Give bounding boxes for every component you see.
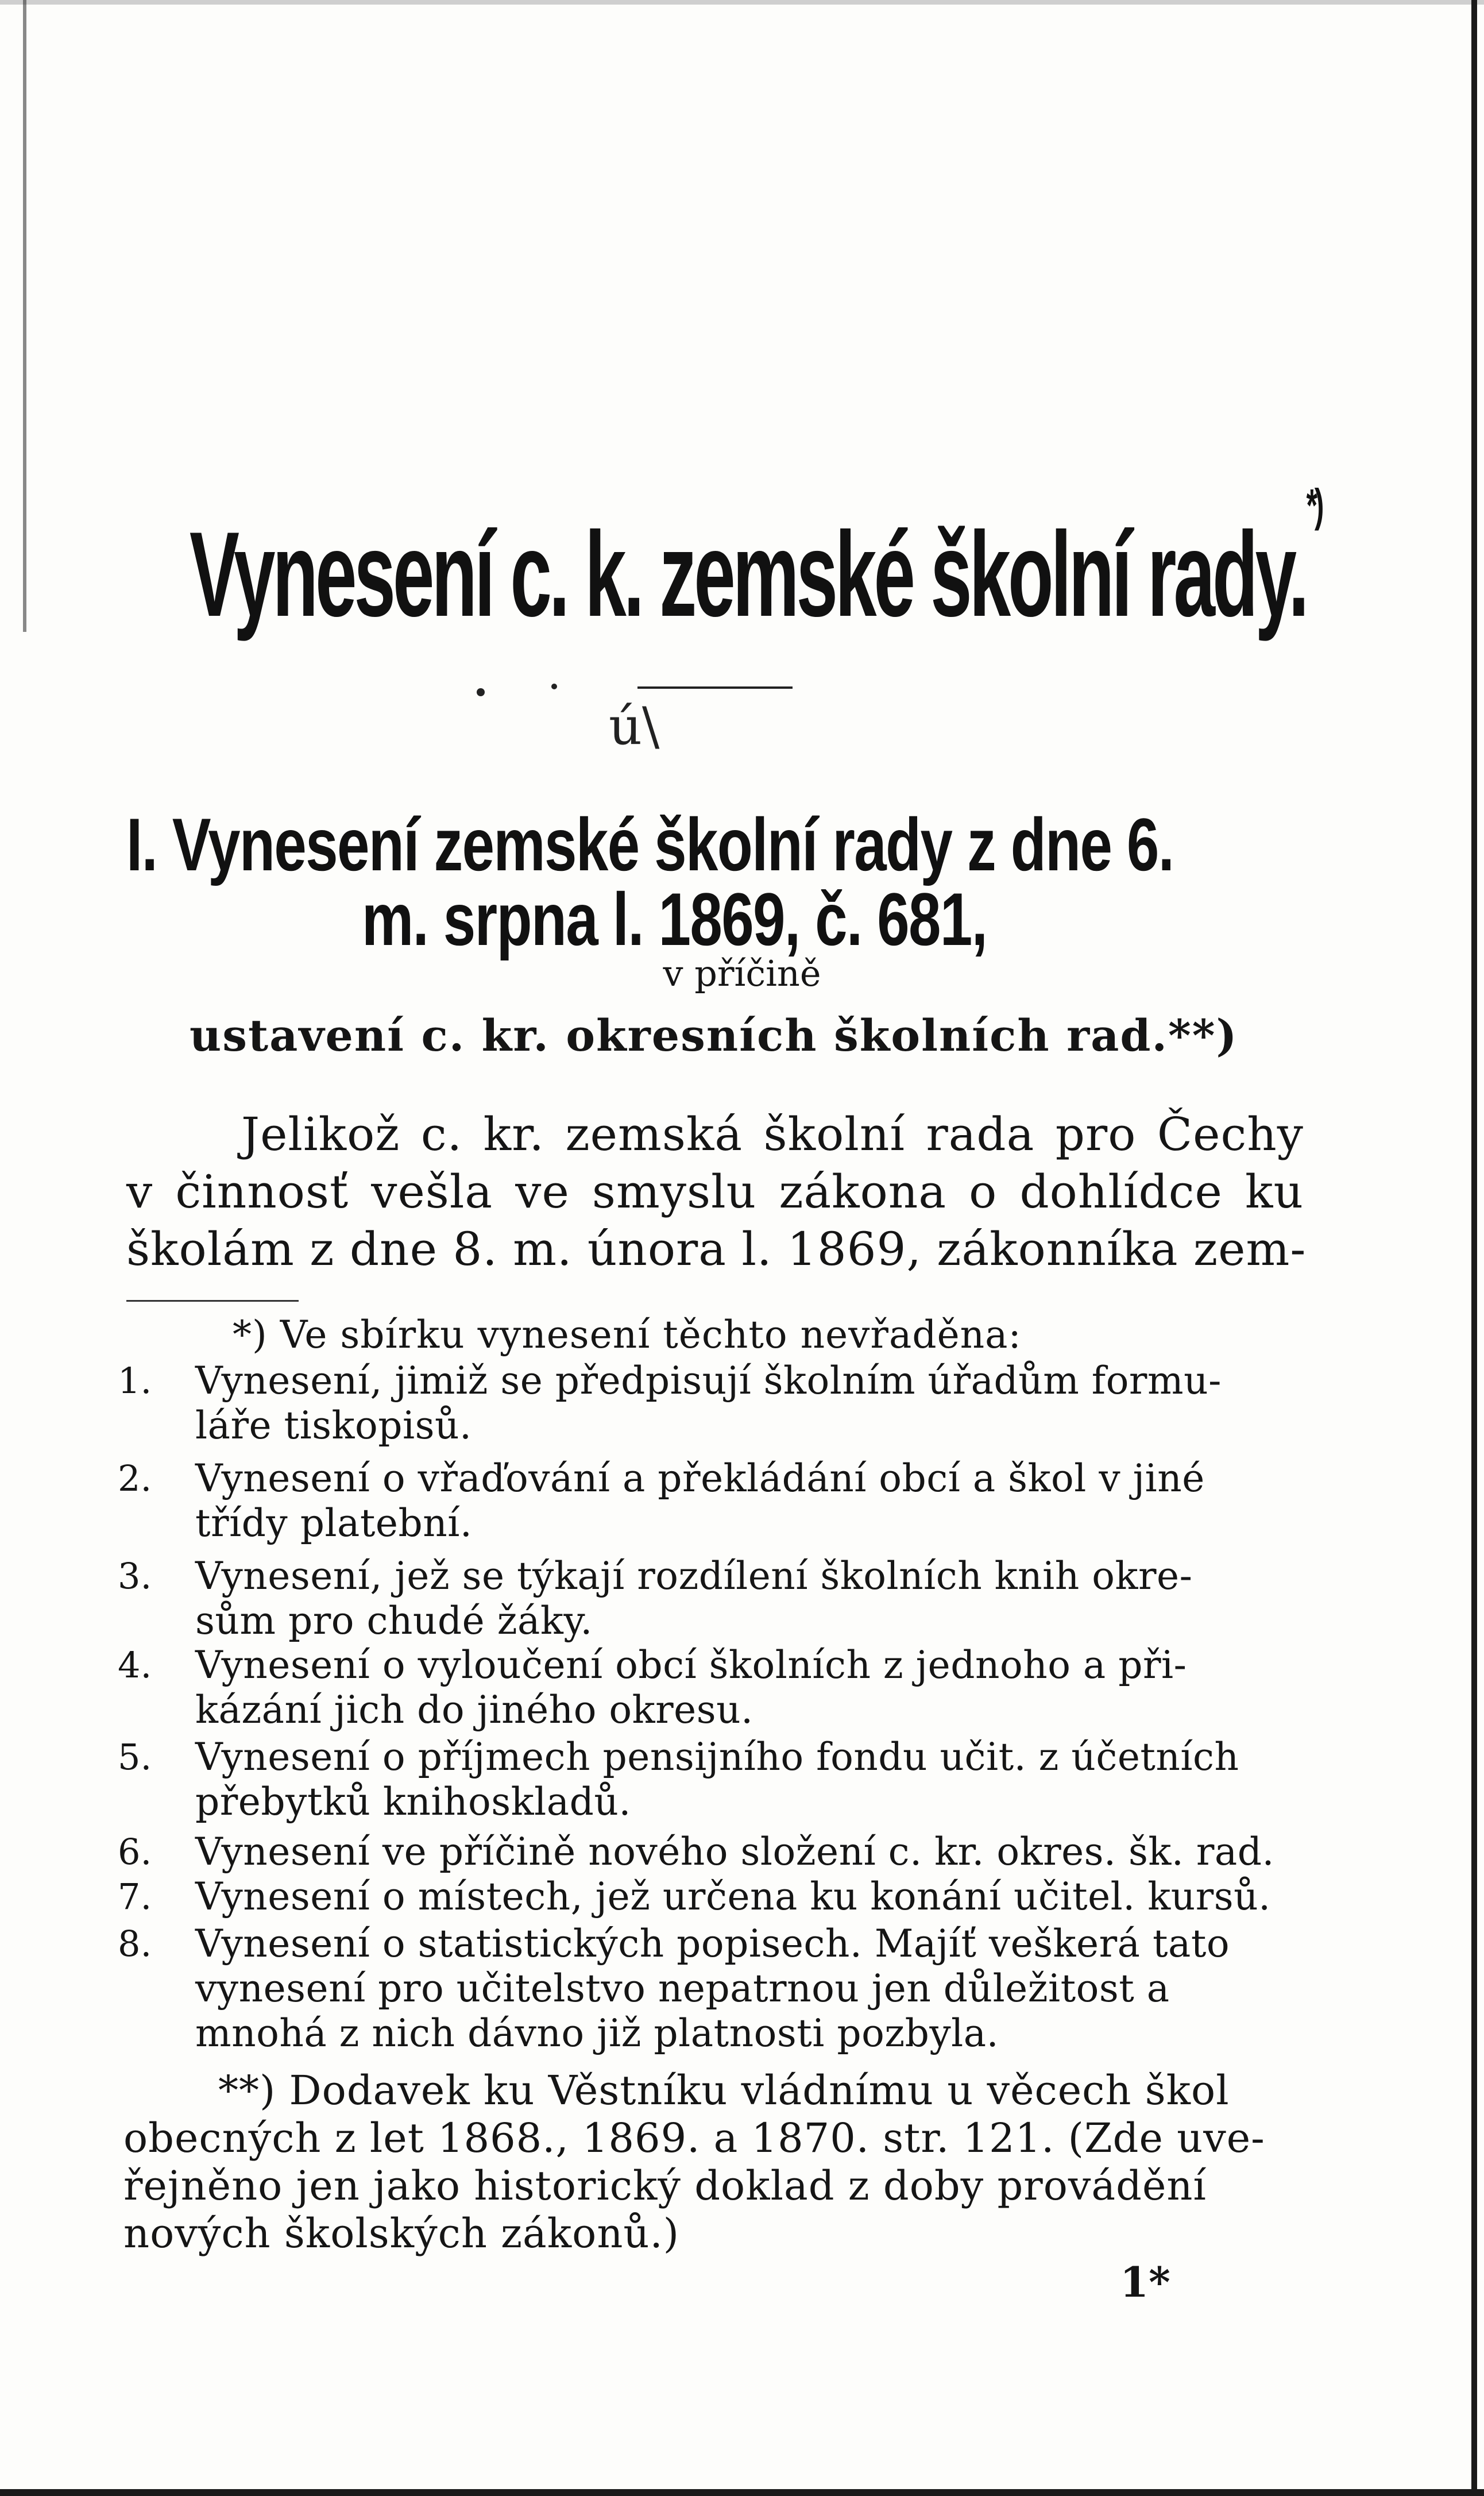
main-title-text: Vynesení c. k. zemské školní rady. xyxy=(190,507,1307,642)
footnote-double-line: obecných z let 1868., 1869. a 1870. str. 121. (Zde uve- xyxy=(123,2115,1265,2162)
footnote-item-number: 8. xyxy=(118,1923,152,1965)
title-rule xyxy=(637,686,793,689)
scan-edge-right xyxy=(1471,0,1477,2496)
footnote-item-number: 2. xyxy=(118,1457,152,1499)
footnote-item-number: 7. xyxy=(118,1876,152,1918)
footnote-item-number: 1. xyxy=(118,1360,152,1402)
footnote-item-line: Vynesení o vřaďování a překládání obcí a škol v jiné xyxy=(195,1456,1205,1500)
footnote-item-line: Vynesení, jimiž se předpisují školním úřadům formu- xyxy=(195,1359,1222,1403)
footnote-double-line: řejněno jen jako historický doklad z doby provádění xyxy=(123,2162,1207,2209)
heading-line-1: I. Vynesení zemské školní rady z dne 6. xyxy=(126,803,1174,886)
footnote-item-line: vynesení pro učitelstvo nepatrnou jen důležitost a xyxy=(195,1966,1170,2011)
scan-edge-left xyxy=(23,0,26,632)
footnote-intro: *) Ve sbírku vynesení těchto nevřaděna: xyxy=(233,1313,1022,1357)
footnote-item-line: láře tiskopisů. xyxy=(195,1403,472,1448)
ornament-dot xyxy=(551,684,557,689)
ornament-dot xyxy=(477,688,485,696)
page-number: 1* xyxy=(1120,2258,1170,2306)
scan-edge-top xyxy=(0,0,1484,5)
footnote-double-line: **) Dodavek ku Věstníku vládnímu u věcech škol xyxy=(218,2067,1230,2114)
handwritten-mark: ú\ xyxy=(609,696,660,757)
main-title-footnote-mark: *) xyxy=(1306,480,1321,531)
footnote-item-line: Vynesení, jež se týkají rozdílení školních knih okre- xyxy=(195,1554,1193,1598)
body-line: v činnosť vešla ve smyslu zákona o dohlídce ku xyxy=(126,1165,1304,1218)
footnote-item-number: 3. xyxy=(118,1555,152,1597)
footnote-item-line: sům pro chudé žáky. xyxy=(195,1599,593,1643)
footnote-item-line: přebytků knihoskladů. xyxy=(195,1780,631,1824)
footnote-separator xyxy=(126,1300,299,1302)
footnote-item-line: Vynesení o vyloučení obcí školních z jednoho a při- xyxy=(195,1643,1187,1687)
heading-line-2: m. srpna l. 1869, č. 681, xyxy=(362,877,987,961)
footnote-item-line: mnohá z nich dávno již platnosti pozbyla. xyxy=(195,2011,999,2055)
footnote-item-number: 4. xyxy=(118,1644,152,1686)
footnote-item-number: 6. xyxy=(118,1831,152,1873)
body-line: Jelikož c. kr. zemská školní rada pro Čechy xyxy=(241,1108,1304,1161)
footnote-item-line: Vynesení o statistických popisech. Majíť veškerá tato xyxy=(195,1922,1230,1966)
body-line: školám z dne 8. m. února l. 1869, zákonníka zem- xyxy=(126,1222,1307,1276)
heading-v-pricine: v příčině xyxy=(663,952,821,994)
footnote-item-line: Vynesení o příjmech pensijního fondu učit. z účetních xyxy=(195,1735,1239,1779)
footnote-item-line: kázání jich do jiného okresu. xyxy=(195,1688,753,1732)
heading-subject: ustavení c. kr. okresních školních rad.**) xyxy=(190,1010,1238,1061)
footnote-item-line: Vynesení ve příčině nového složení c. kr. okres. šk. rad. xyxy=(195,1830,1274,1874)
footnote-item-number: 5. xyxy=(118,1736,152,1778)
footnote-item-line: třídy platební. xyxy=(195,1501,473,1545)
main-title xyxy=(190,480,1321,643)
footnote-double-line: nových školských zákonů.) xyxy=(123,2210,680,2257)
footnote-item-line: Vynesení o místech, jež určena ku konání učitel. kursů. xyxy=(195,1874,1271,1919)
scan-edge-bottom xyxy=(0,2489,1484,2496)
